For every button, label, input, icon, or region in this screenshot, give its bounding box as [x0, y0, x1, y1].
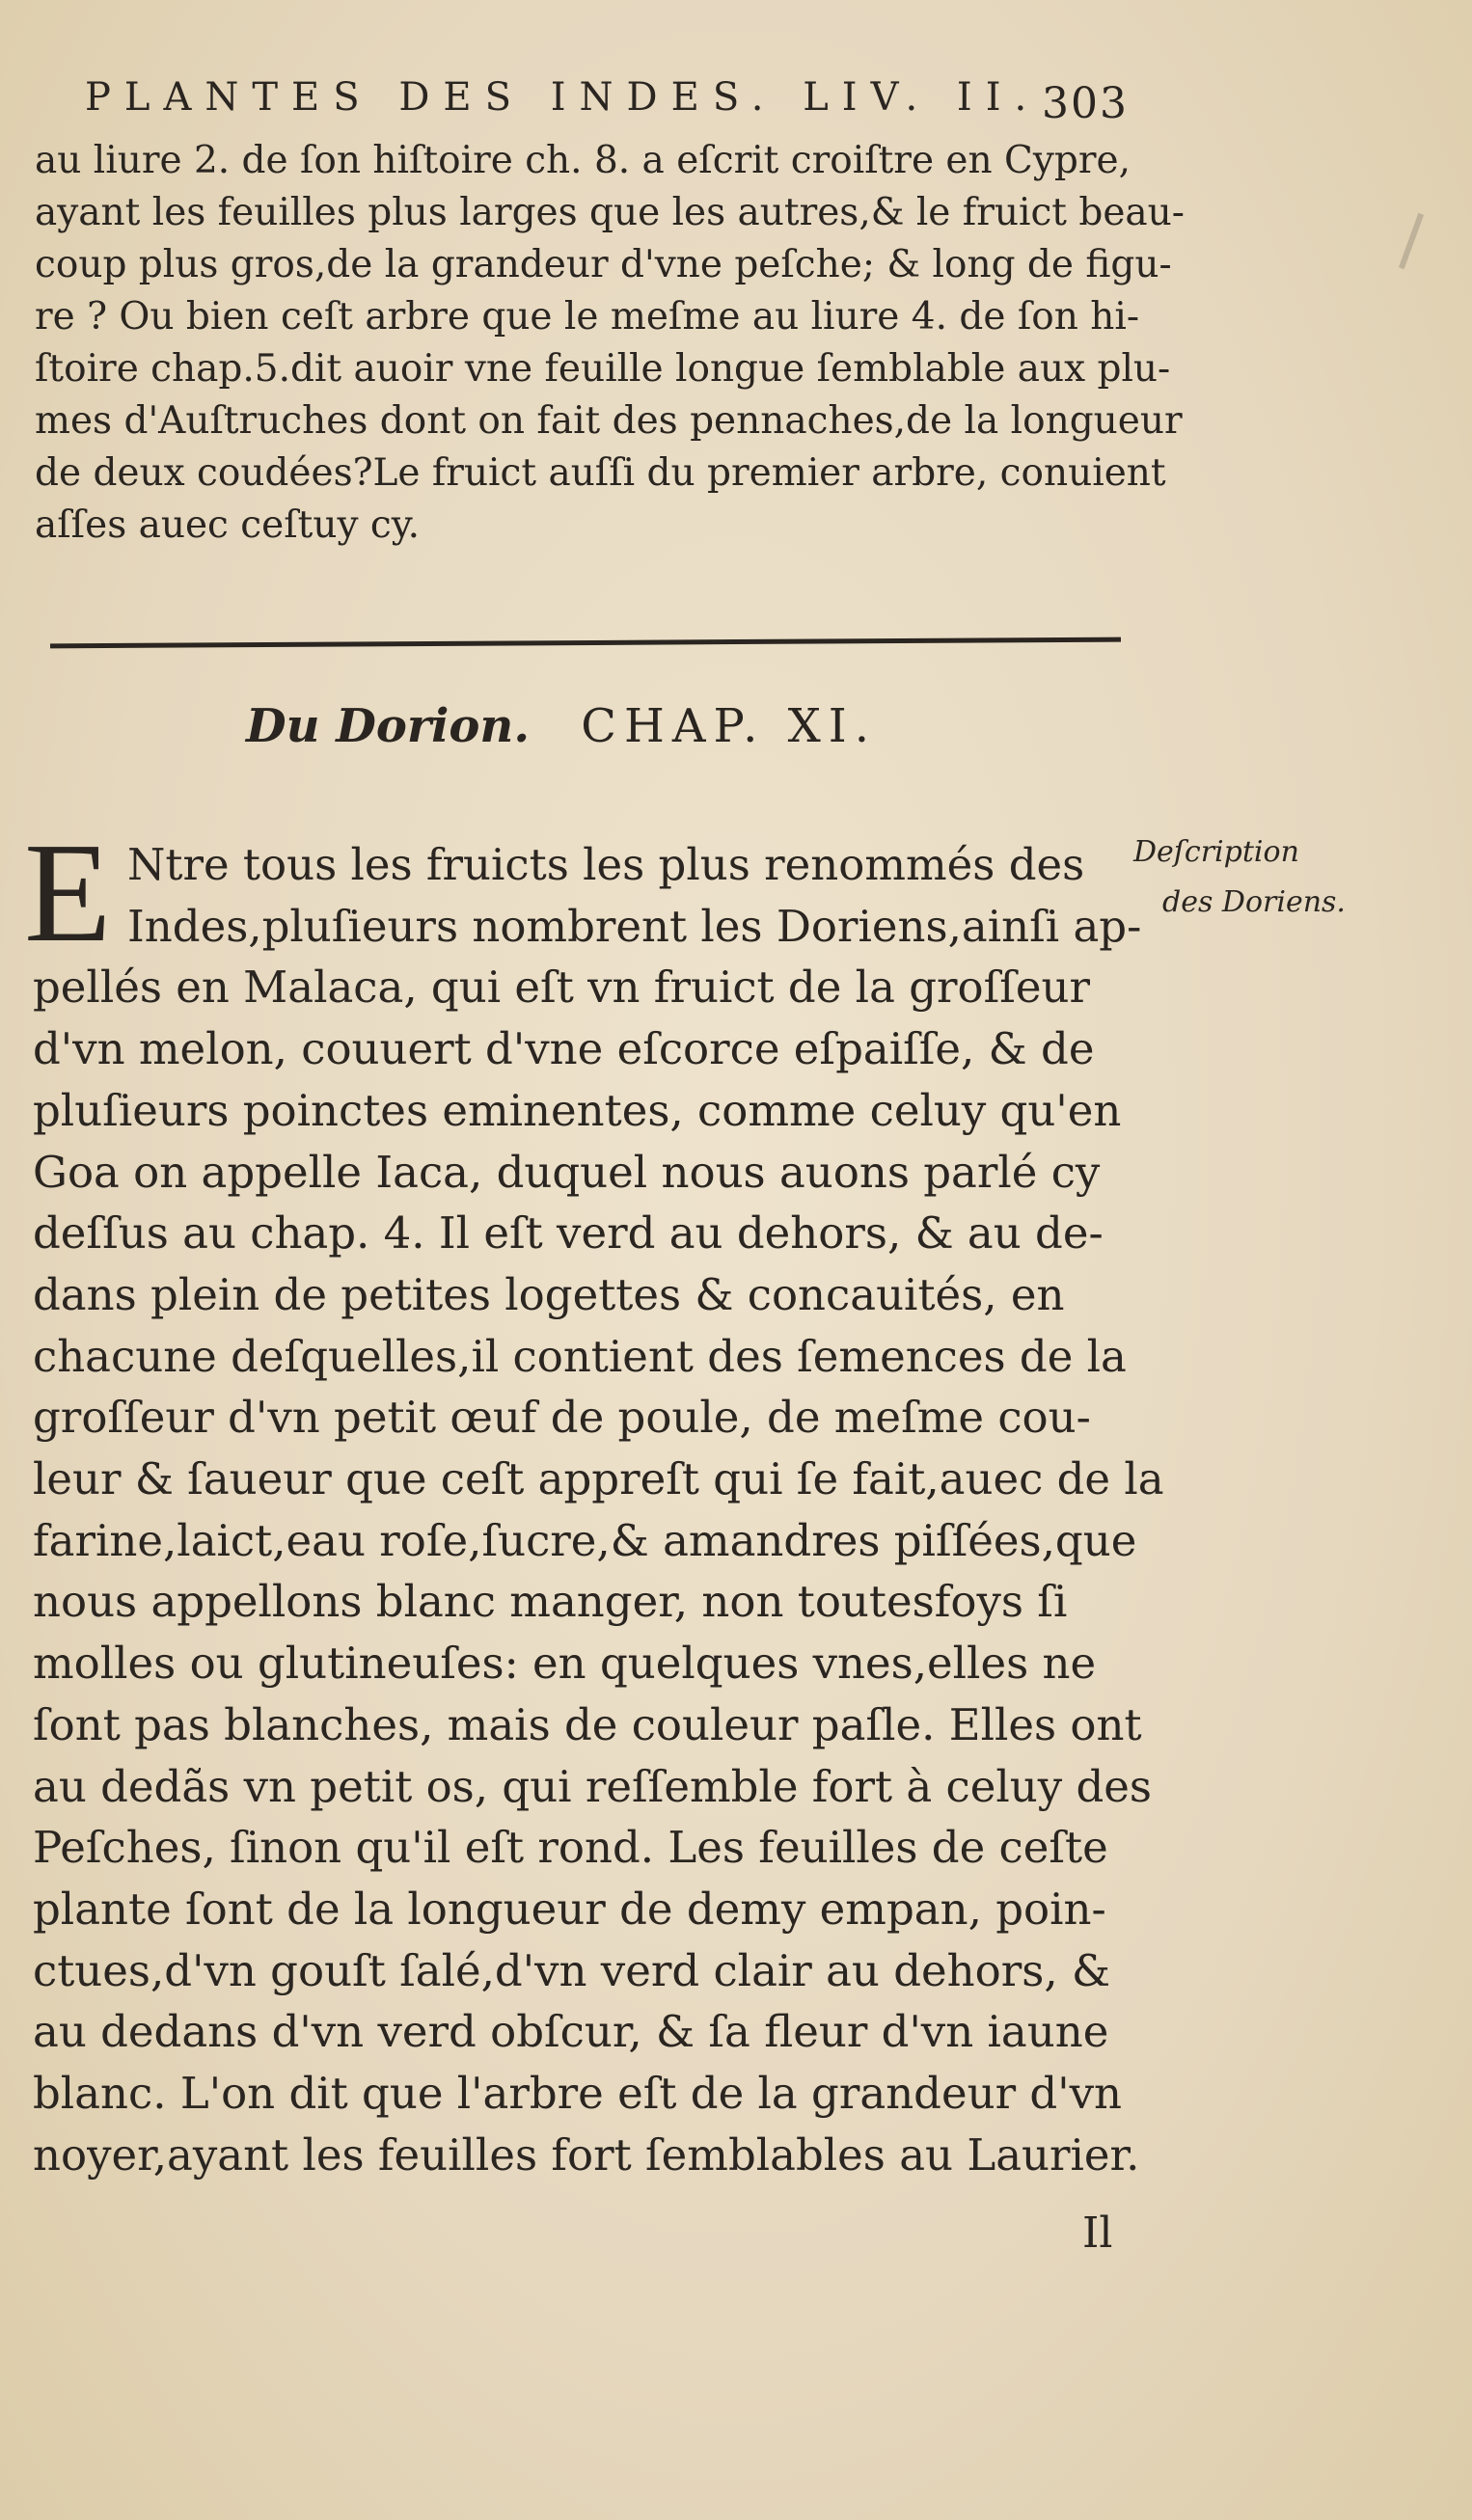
text-line: chacune deſquelles,il contient des ſemences de la	[33, 1330, 1127, 1382]
chapter-number: CHAP. XI.	[581, 699, 878, 753]
text-line: leur & ſaueur que ceſt appreſt qui ſe fait,auec de la	[33, 1453, 1164, 1505]
chapter-heading	[246, 699, 877, 753]
text-line: au dedãs vn petit os, qui reſſemble fort à celuy des	[33, 1760, 1153, 1812]
text-line: plante ſont de la longueur de demy empan, poin-	[33, 1883, 1106, 1935]
drop-cap: E	[24, 814, 112, 972]
text-line: ſtoire chap.5.dit auoir vne feuille longue ſemblable aux plu-	[35, 347, 1171, 391]
text-line: coup plus gros,de la grandeur d'vne peſche; & long de figu-	[35, 243, 1172, 286]
text-line: ayant les feuilles plus larges que les autres,& le fruict beau-	[35, 191, 1185, 234]
text-line: pellés en Malaca, qui eſt vn fruict de la groſſeur	[33, 962, 1091, 1014]
text-line: mes d'Auſtruches dont on fait des pennaches,de la longueur	[35, 399, 1183, 443]
text-line: aſſes auec ceſtuy cy.	[35, 503, 420, 547]
text-line: ctues,d'vn gouſt ſalé,d'vn verd clair au dehors, &	[33, 1944, 1111, 1996]
text-line: Ntre tous les fruicts les plus renommés des	[127, 839, 1085, 890]
text-line: au liure 2. de ſon hiſtoire ch. 8. a eſcrit croiſtre en Cypre,	[35, 139, 1131, 182]
text-line: deſſus au chap. 4. Il eſt verd au dehors, & au de-	[33, 1207, 1104, 1260]
text-line: de deux coudées?Le fruict auſſi du premier arbre, conuient	[35, 451, 1166, 495]
text-line: molles ou glutineuſes: en quelques vnes,elles ne	[33, 1638, 1097, 1690]
page-number: 303	[1042, 79, 1129, 128]
text-line: groſſeur d'vn petit œuf de poule, de meſme cou-	[33, 1392, 1091, 1444]
text-line: pluſieurs poinctes eminentes, comme celuy qu'en	[33, 1084, 1122, 1136]
catchword: Il	[1082, 2208, 1113, 2258]
text-line: Peſches, ſinon qu'il eſt rond. Les feuilles de ceſte	[33, 1822, 1108, 1874]
marginal-note-line: des Doriens.	[1162, 885, 1346, 919]
text-line: au dedans d'vn verd obſcur, & ſa fleur d'vn iaune	[33, 2006, 1109, 2058]
text-line: Indes,pluſieurs nombrent les Doriens,ainſi ap-	[127, 900, 1142, 952]
text-line: blanc. L'on dit que l'arbre eſt de la grandeur d'vn	[33, 2068, 1122, 2120]
running-head: PLANTES DES INDES. LIV. II.	[85, 75, 1041, 120]
chapter-title: Du Dorion.	[246, 699, 531, 753]
text-line: nous appellons blanc manger, non toutesfoys ſi	[33, 1576, 1068, 1628]
paper-mark	[1399, 213, 1424, 269]
section-divider	[50, 637, 1121, 649]
continued-paragraph	[35, 135, 1185, 552]
text-line: d'vn melon, couuert d'vne eſcorce eſpaiſſe, & de	[33, 1023, 1095, 1075]
chapter-body	[33, 834, 1171, 2185]
text-line: noyer,ayant les feuilles fort ſemblables au Laurier.	[33, 2128, 1140, 2181]
text-line: ſont pas blanches, mais de couleur paſle. Elles ont	[33, 1698, 1142, 1750]
marginal-note-line: Deſcription	[1133, 835, 1299, 869]
text-line: Goa on appelle Iaca, duquel nous auons parlé cy	[33, 1146, 1101, 1198]
text-line: re ? Ou bien ceſt arbre que le meſme au liure 4. de ſon hi-	[35, 295, 1140, 339]
text-line: dans plein de petites logettes & concauités, en	[33, 1268, 1065, 1320]
text-line: farine,laict,eau roſe,ſucre,& amandres piſſées,que	[33, 1514, 1137, 1566]
